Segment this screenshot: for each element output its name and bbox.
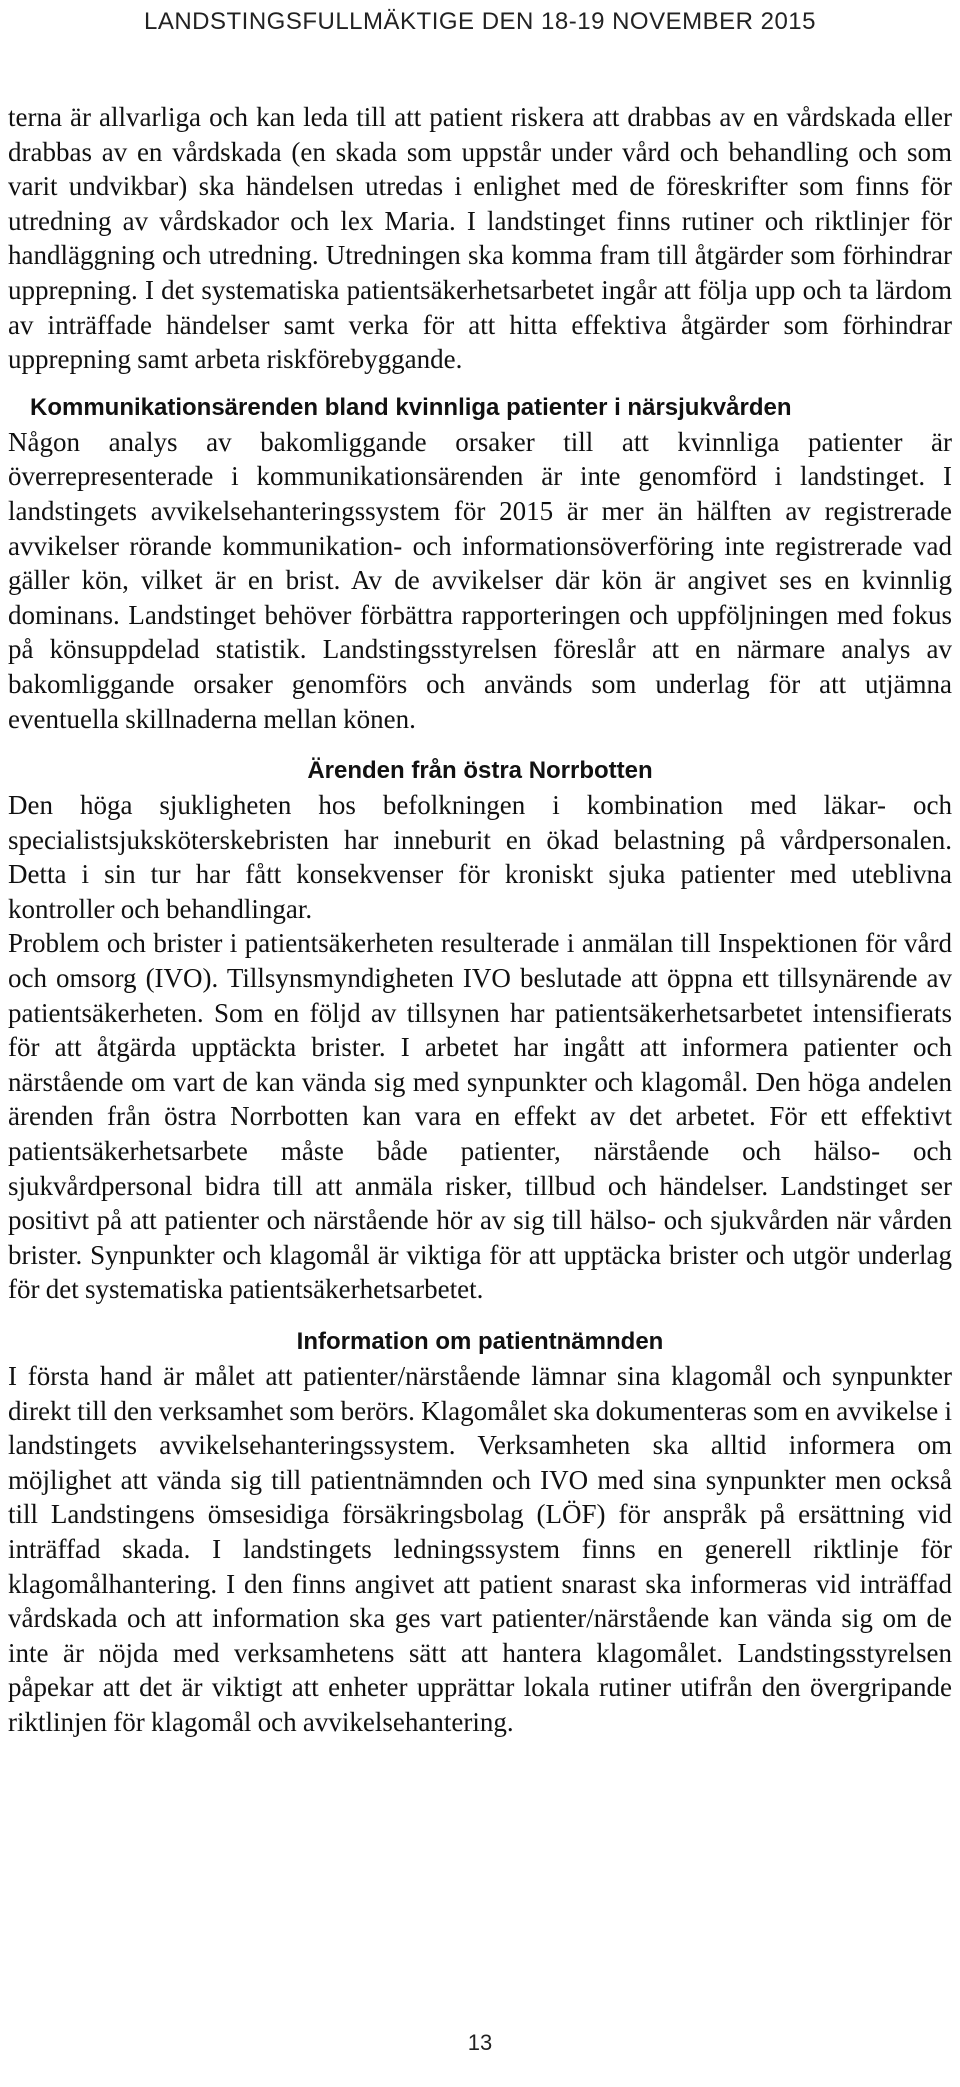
document-body [8, 100, 952, 1740]
ostra-norrbotten-paragraph-2: Problem och brister i patientsäkerheten resulterade i anmälan till Inspektionen för vård och omsorg (IVO). Tillsynsmyndigheten IVO beslutade att öppna ett tillsynärende av patientsäkerheten. Som en följd av tillsynen har patientsäkerhetsarbetet intensifierats för att åtgärda upptäckta brister. I arbetet har ingått att informera patienter och närstående om vart de kan vända sig med synpunkter och klagomål. Den höga andelen ärenden från östra Norrbotten kan vara en effekt av det arbetet. För ett effektivt patientsäkerhetsarbete måste både patienter, närstående och hälso- och sjukvårdpersonal bidra till att anmäla risker, tillbud och händelser. Landstinget ser positivt på att patienter och närstående hör av sig till hälso- och sjukvården när vården brister. Synpunkter och klagomål är viktiga för att upptäcka brister och utgör underlag för det systematiska patientsäkerhetsarbetet. [8, 928, 952, 1305]
running-header: LANDSTINGSFULLMÄKTIGE DEN 18-19 NOVEMBER 2015 [143, 8, 817, 35]
spacer [8, 736, 952, 754]
section-heading-kommunikationsarenden: Kommunikationsärenden bland kvinnliga patienter i närsjukvården [30, 393, 792, 421]
ostra-norrbotten-paragraph-1: Den höga sjukligheten hos befolkningen i kombination med läkar- och specialistsjuksköterskebristen har inneburit en ökad belastning på vårdpersonalen. Detta i sin tur har fått konsekvenser för kroniskt sjuka patienter med uteblivna kontroller och behandlingar. [8, 790, 952, 924]
spacer [8, 1307, 952, 1325]
section-heading-ostra-norrbotten: Ärenden från östra Norrbotten [307, 757, 653, 785]
patientnamnden-paragraph: I första hand är målet att patienter/närstående lämnar sina klagomål och synpunkter direkt till den verksamhet som berörs. Klagomålet ska dokumenteras som en avvikelse i landstingets avvikelsehanteringssystem. Verksamheten ska alltid informera om möjlighet att vända sig till patientnämnden och IVO med sina synpunkter men också till Landstingens ömsesidiga försäkringsbolag (LÖF) för anspråk på ersättning vid inträffad skada. I landstingets ledningssystem finns en generell riktlinje för klagomålhantering. I den finns angivet att patient snarast ska informeras vid inträffad vårdskada och att information ska ges vart patienter/närstående kan vända sig om de inte är nöjda med verksamhetens sätt att hantera klagomålet. Landstingsstyrelsen påpekar att det är viktigt att enheter upprättar lokala rutiner utifrån den övergripande riktlinjen för klagomål och avvikelsehantering. [8, 1361, 953, 1737]
kommunikationsarenden-paragraph: Någon analys av bakomliggande orsaker till att kvinnliga patienter är överrepresenterade i kommunikationsärenden är inte genomförd i landstinget. I landstingets avvikelsehanteringssystem för 2015 är mer än hälften av registrerade avvikelser rörande kommunikation- och informationsöverföring inte registrerade vad gäller kön, vilket är en brist. Av de avvikelser där kön är angivet ses en kvinnlig dominans. Landstinget behöver förbättra rapporteringen och uppföljningen med fokus på könsuppdelad statistik. Landstingsstyrelsen föreslår att en närmare analys av bakomliggande orsaker genomförs och används som underlag för att utjämna eventuella skillnaderna mellan könen. [8, 426, 952, 734]
intro-paragraph: terna är allvarliga och kan leda till att patient riskera att drabbas av en vårdskada eller drabbas av en vårdskada (en skada som uppstår under vård och behandling och som varit undvikbar) ska händelsen utredas i enlighet med de föreskrifter som finns för utredning av vårdskador och lex Maria. I landstinget finns rutiner och riktlinjer för handläggning och utredning. Utredningen ska komma fram till åtgärder som förhindrar upprepning. I det systematiska patientsäkerhetsarbetet ingår att följa upp och ta lärdom av inträffade händelser samt verka för att hitta effektiva åtgärder som förhindrar upprepning samt arbeta riskförebyggande. [8, 102, 952, 375]
page-number: 13 [467, 2030, 493, 2055]
spacer [8, 377, 952, 391]
section-heading-patientnamnden: Information om patientnämnden [296, 1328, 664, 1355]
